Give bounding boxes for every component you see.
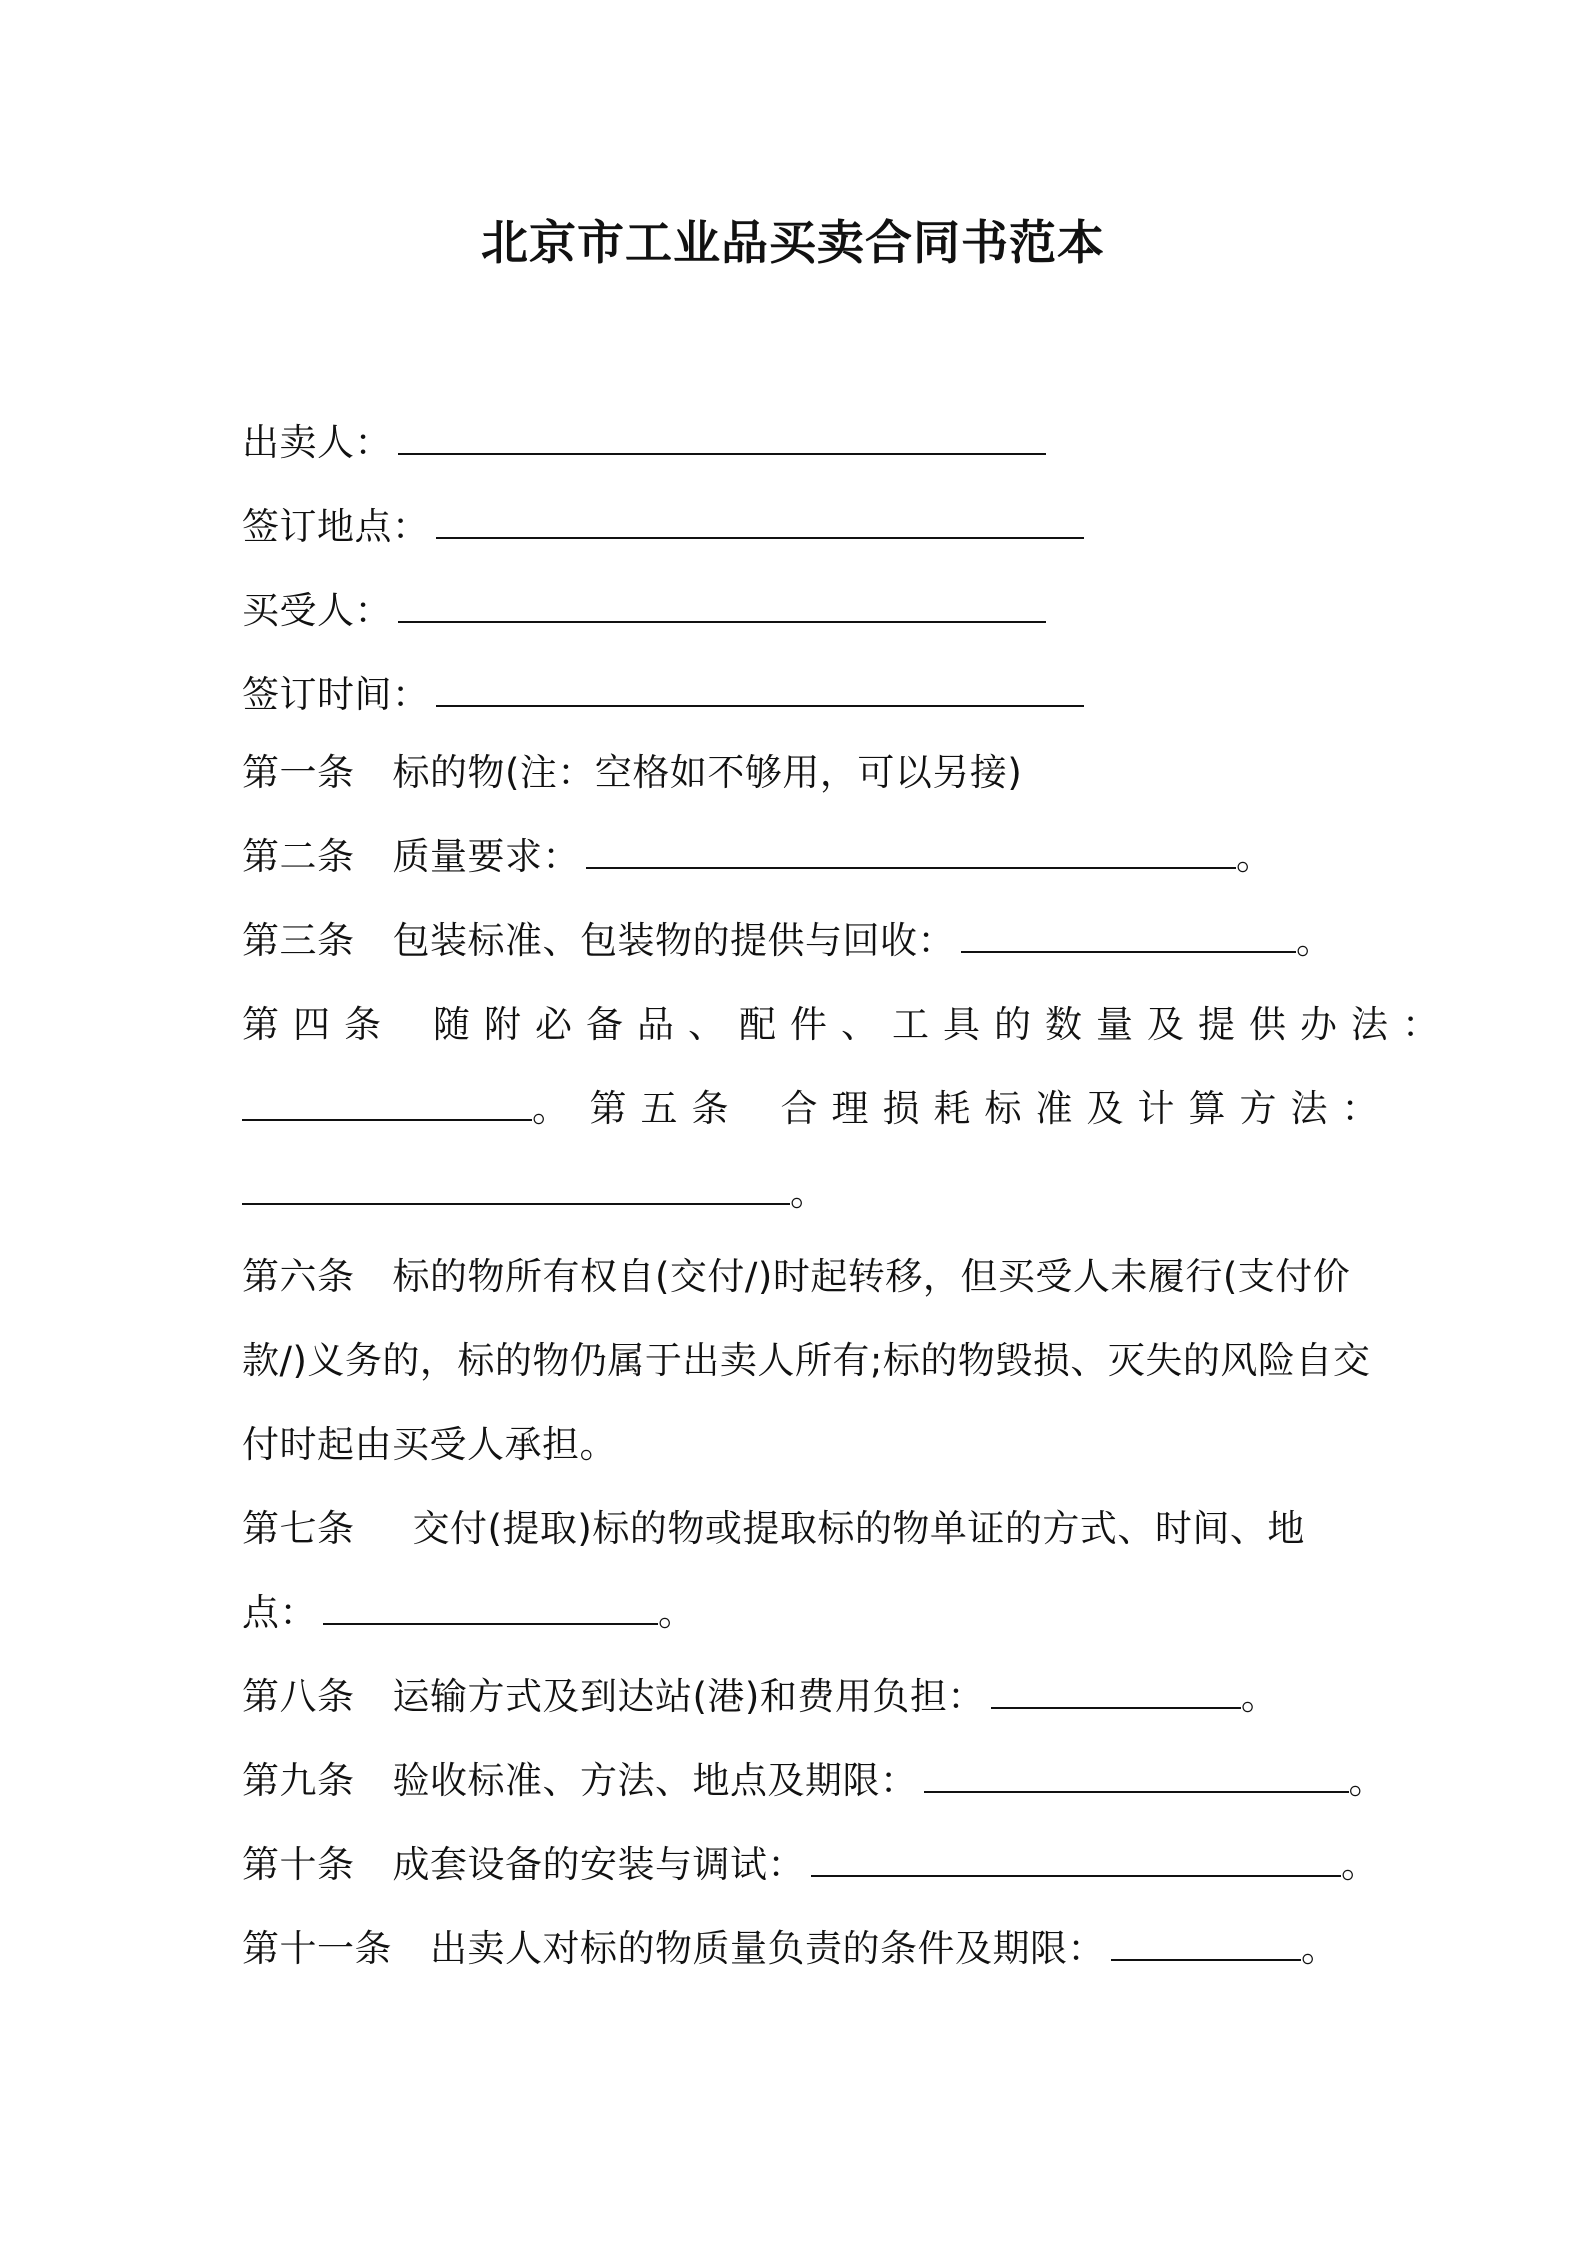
article-2-blank[interactable] (586, 833, 1236, 869)
article-1-text: 标的物(注：空格如不够用，可以另接) (392, 751, 1023, 794)
article-3-text: 包装标准、包装物的提供与回收： (392, 919, 955, 962)
article-2 (242, 832, 1274, 882)
field-sign-place (242, 502, 1084, 552)
seller-blank[interactable] (398, 419, 1046, 455)
field-sign-time-label: 签订时间： (242, 673, 430, 716)
article-8-number: 第八条 (242, 1675, 355, 1718)
article-8-text: 运输方式及到达站(港)和费用负担： (392, 1675, 985, 1718)
article-9-blank[interactable] (924, 1757, 1349, 1793)
article-11-number: 第十一条 (242, 1927, 392, 1970)
article-6-text-2: 款/)义务的，标的物仍属于出卖人所有;标的物毁损、灭失的风险自交 (242, 1339, 1371, 1382)
article-11 (242, 1924, 1339, 1974)
article-6-line2 (242, 1336, 1370, 1386)
article-9-text: 验收标准、方法、地点及期限： (392, 1759, 918, 1802)
article-2-text: 质量要求： (392, 835, 580, 878)
article-8 (242, 1672, 1278, 1722)
article-10-end: 。 (1341, 1843, 1379, 1886)
article-7-text-2: 点： (242, 1591, 317, 1634)
article-5-number: 第五条 (589, 1087, 743, 1130)
article-6-text-3: 付时起由买受人承担。 (242, 1423, 617, 1466)
field-sign-time (242, 670, 1084, 720)
field-seller-label: 出卖人： (242, 421, 392, 464)
article-4-end: 。 (532, 1087, 570, 1130)
article-11-end: 。 (1301, 1927, 1339, 1970)
article-4-number: 第四条 (242, 1003, 395, 1046)
article-10 (242, 1840, 1379, 1890)
article-11-blank[interactable] (1111, 1925, 1301, 1961)
article-2-number: 第二条 (242, 835, 355, 878)
article-7-number: 第七条 (242, 1507, 355, 1550)
article-5-end: 。 (790, 1171, 828, 1214)
article-3-blank[interactable] (961, 917, 1296, 953)
article-6-number: 第六条 (242, 1255, 355, 1298)
article-3-number: 第三条 (242, 919, 355, 962)
article-7-line2 (242, 1588, 696, 1638)
article-10-number: 第十条 (242, 1843, 355, 1886)
article-4-5-line (242, 1084, 1393, 1134)
article-4-text: 随附必备品、配件、工具的数量及提供办法： (433, 1003, 1453, 1046)
buyer-blank[interactable] (398, 587, 1046, 623)
document-title: 北京市工业品买卖合同书范本 (481, 216, 1105, 271)
article-8-end: 。 (1240, 1675, 1279, 1718)
field-buyer (242, 586, 1046, 636)
article-4 (242, 1000, 1453, 1050)
article-8-blank[interactable] (991, 1673, 1241, 1709)
article-4-blank[interactable] (242, 1085, 532, 1121)
article-3-end: 。 (1296, 919, 1334, 962)
article-6-line3 (242, 1420, 617, 1470)
article-7-line1 (242, 1504, 1305, 1554)
field-buyer-label: 买受人： (242, 589, 392, 632)
article-10-blank[interactable] (811, 1841, 1341, 1877)
article-7-end: 。 (658, 1591, 696, 1634)
article-6-text-1: 标的物所有权自(交付/)时起转移，但买受人未履行(支付价 (392, 1255, 1351, 1298)
article-11-text: 出卖人对标的物质量负责的条件及期限： (430, 1927, 1105, 1970)
sign-time-blank[interactable] (436, 671, 1084, 707)
article-6-line1 (242, 1252, 1350, 1302)
article-3 (242, 916, 1334, 966)
field-seller (242, 418, 1046, 468)
sign-place-blank[interactable] (436, 503, 1084, 539)
article-7-text-1: 交付(提取)标的物或提取标的物单证的方式、时间、地 (412, 1507, 1305, 1550)
field-sign-place-label: 签订地点： (242, 505, 430, 548)
article-10-text: 成套设备的安装与调试： (392, 1843, 805, 1886)
article-5-blank[interactable] (242, 1169, 790, 1205)
article-2-end: 。 (1236, 835, 1274, 878)
article-1 (242, 748, 1022, 798)
article-9-number: 第九条 (242, 1759, 355, 1802)
article-5-cont (242, 1168, 828, 1218)
article-5-text: 合理损耗标准及计算方法： (780, 1087, 1393, 1130)
article-7-blank[interactable] (323, 1589, 658, 1625)
article-9 (242, 1756, 1386, 1806)
article-9-end: 。 (1348, 1759, 1386, 1802)
article-1-number: 第一条 (242, 751, 355, 794)
